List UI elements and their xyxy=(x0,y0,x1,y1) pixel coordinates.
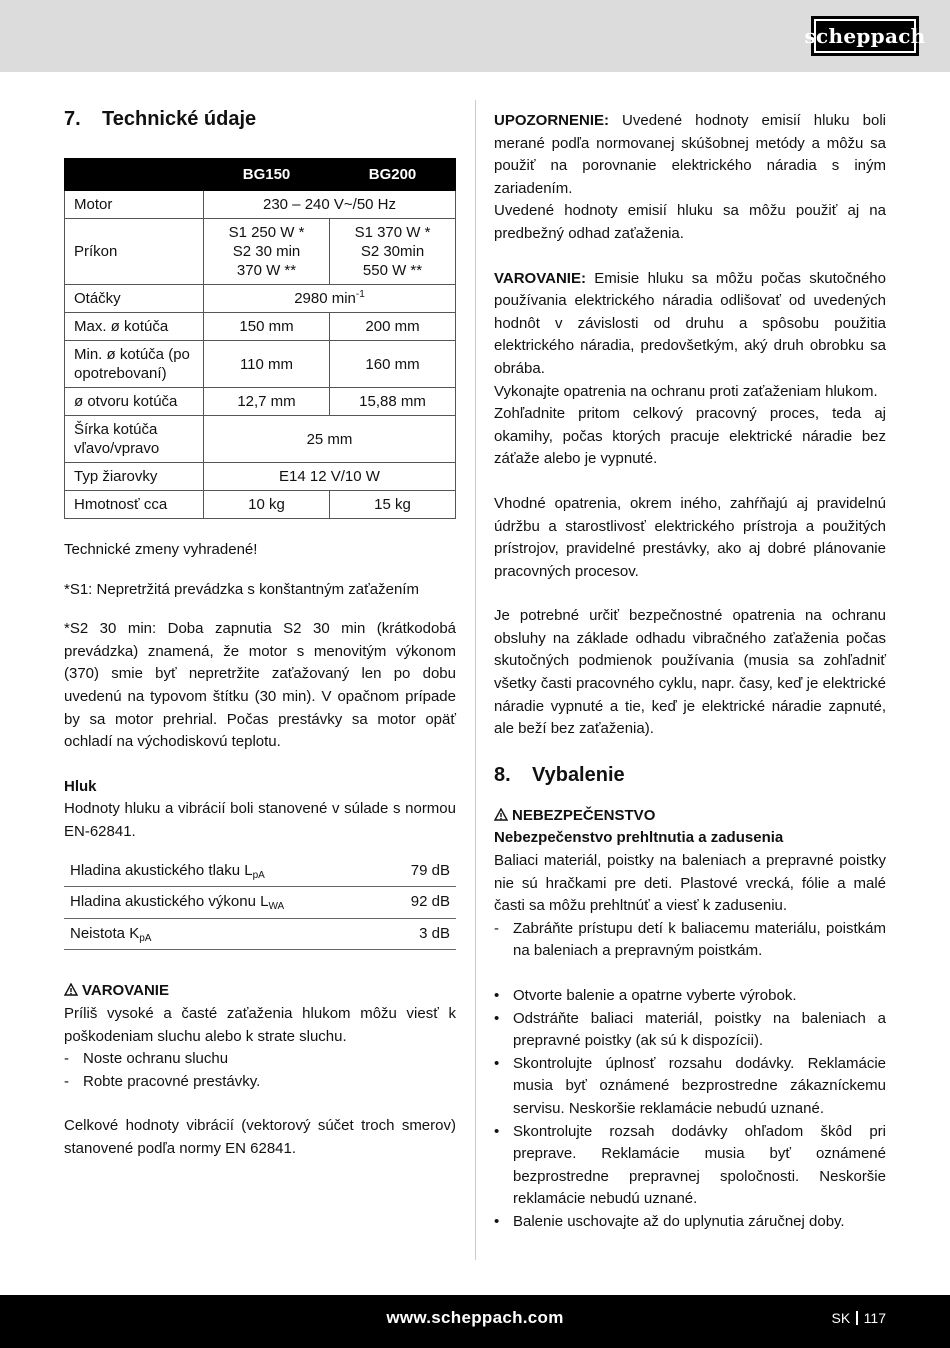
row-value-bg150: 150 mm xyxy=(204,313,330,341)
row-value-bg200: 15 kg xyxy=(330,491,456,519)
row-label: Príkon xyxy=(65,219,204,285)
section-number: 7. xyxy=(64,108,81,130)
danger-subtitle: Nebezpečenstvo prehltnutia a zadusenia xyxy=(494,829,784,847)
noise-value: 79 dB xyxy=(384,856,456,887)
technical-data-table xyxy=(64,158,456,519)
section-7-heading xyxy=(64,105,456,133)
noise-label xyxy=(64,856,384,887)
table-row xyxy=(65,191,456,219)
warn-paragraph-3: Zohľadnite pritom celkový pracovný proces, teda aj okamihy, počas ktorých pracuje elektrické náradie bez záťaže alebo je vypnuté. xyxy=(494,405,886,468)
unpack-list xyxy=(494,985,886,1234)
list-item: • Odstráňte baliaci materiál, poistky na baleniach a prepravné poistky (ak sú k dispozícii). xyxy=(494,1008,886,1053)
noise-heading: Hluk xyxy=(64,777,97,795)
separator xyxy=(856,1311,858,1325)
row-value xyxy=(204,285,456,313)
section-8-heading xyxy=(494,761,886,789)
noise-label xyxy=(64,887,384,919)
row-value-bg150: 12,7 mm xyxy=(204,388,330,416)
scheppach-logo: scheppach xyxy=(811,16,919,56)
table-row xyxy=(64,887,456,919)
row-value: E14 12 V/10 W xyxy=(204,463,456,491)
s1-note: *S1: Nepretržitá prevádzka s konštantným zaťažením xyxy=(64,580,419,598)
list-item: - Noste ochranu sluchu xyxy=(64,1048,456,1071)
measures-paragraph: Vhodné opatrenia, okrem iného, zahŕňajú aj pravidelnú údržbu a starostlivosť elektrického prístroja a použitých prístrojov, pravidelné prestávky, ako aj dobré plánovanie pracovných procesov. xyxy=(494,494,886,580)
table-row xyxy=(65,491,456,519)
row-value-bg200 xyxy=(330,219,456,285)
danger-title-text: NEBEZPEČENSTVO xyxy=(512,806,656,824)
table-row xyxy=(65,388,456,416)
row-value-bg200: 15,88 mm xyxy=(330,388,456,416)
superscript: -1 xyxy=(355,289,365,300)
safety-paragraph: Je potrebné určiť bezpečnostné opatrenia na ochranu obsluhy na základe odhadu vibračného zaťaženia počas skutočných podmienok používania (musia sa zohľadniť všetky časti pracovného cyklu, napr. časy, keď je elektrické náradie vypnuté a tie, keď je elektrické náradie zapnuté, ale beží bez zaťaženia). xyxy=(494,607,886,738)
list-item: - Zabráňte prístupu detí k baliacemu materiálu, poistkám na baleniach a prepravným poistkám. xyxy=(494,918,886,963)
row-label: Šírka kotúča vľavo/vpravo xyxy=(65,416,204,463)
row-value-bg150 xyxy=(204,219,330,285)
row-label: Hmotnosť cca xyxy=(65,491,204,519)
warning-text: Príliš vysoké a časté zaťaženia hlukom môžu viesť k poškodeniam sluchu alebo k strate sluchu. xyxy=(64,1004,456,1045)
label-text: Neistota K xyxy=(70,924,140,942)
danger-title xyxy=(494,805,886,828)
notice-text: Uvedené hodnoty emisií hluku boli merané podľa normovanej skúšobnej metódy a môžu sa použiť na porovnanie elektrického náradia s iným zariadením. xyxy=(494,112,886,197)
danger-list xyxy=(494,918,886,963)
table-header-row xyxy=(65,159,456,191)
list-item: - Robte pracovné prestávky. xyxy=(64,1071,456,1094)
table-row xyxy=(64,856,456,887)
list-item: • Skontrolujte rozsah dodávky ohľadom škôd pri preprave. Reklamácie musia byť oznámené bezprostredne prepravnej spoločnosti. Neskoršie reklamácie nebudú uznané. xyxy=(494,1121,886,1211)
warning-triangle-icon xyxy=(494,808,508,821)
notice-paragraph-2: Uvedené hodnoty emisií hluku sa môžu použiť aj na predbežný odhad zaťaženia. xyxy=(494,202,886,242)
vibration-text: Celkové hodnoty vibrácií (vektorový súčet troch smerov) stanovené podľa normy EN 62841. xyxy=(64,1117,456,1157)
column-divider xyxy=(475,100,476,1260)
language-code: SK xyxy=(831,1310,851,1326)
row-label: Typ žiarovky xyxy=(65,463,204,491)
col-bg200: BG200 xyxy=(330,159,456,191)
section-title: Technické údaje xyxy=(102,108,257,130)
header-bar xyxy=(0,0,950,72)
line: S1 370 W * xyxy=(354,224,431,241)
list-item: • Skontrolujte úplnosť rozsahu dodávky. Reklamácie musia byť oznámené bezprostredne zákazníckemu servisu. Neskoršie reklamácie nebudú uznané. xyxy=(494,1053,886,1121)
right-column xyxy=(494,110,886,1234)
line: S1 250 W * xyxy=(228,224,305,241)
line: 370 W ** xyxy=(236,262,297,279)
footer-bar xyxy=(0,1295,950,1348)
row-value: 230 – 240 V~/50 Hz xyxy=(204,191,456,219)
table-row xyxy=(65,219,456,285)
row-value: 25 mm xyxy=(204,416,456,463)
danger-text: Baliaci materiál, poistky na baleniach a prepravné poistky nie sú hračkami pre deti. Plastové vrecká, fólie a malé časti sa môžu prehltnúť a viesť k zaduseniu. xyxy=(494,852,886,915)
technical-changes-note: Technické zmeny vyhradené! xyxy=(64,541,258,558)
warning-list xyxy=(64,1048,456,1093)
warn-paragraph-2: Vykonajte opatrenia na ochranu proti zaťaženiam hlukom. xyxy=(494,382,878,400)
warn-text: Emisie hluku sa môžu počas skutočného používania elektrického náradia odlišovať od uvedených hodnôt v závislosti od druhu a spôsobu použitia elektrického náradia, predovšetkým, aký druh obrobku sa obrába. xyxy=(494,269,886,377)
noise-text: Hodnoty hluku a vibrácií boli stanovené v súlade s normou EN-62841. xyxy=(64,800,456,840)
label-text: Hladina akustického tlaku L xyxy=(70,861,253,879)
s2-note: *S2 30 min: Doba zapnutia S2 30 min (krátkodobá prevádzka) znamená, že motor s menovitým výkonom (370) smie byť nepretržite zaťažovaný len po dobu uvedenú na typovom štítku (30 min). V opačnom prípade by sa motor prehrial. Počas prestávky sa motor opäť ochladí na východiskovú teplotu. xyxy=(64,620,456,751)
page-number-value: 117 xyxy=(863,1310,886,1326)
warn-paragraph xyxy=(494,268,886,381)
warning-title xyxy=(64,980,456,1003)
table-row xyxy=(65,285,456,313)
subscript: pA xyxy=(252,869,265,881)
value-text: 2980 min xyxy=(294,290,356,307)
table-row xyxy=(64,918,456,950)
line: S2 30min xyxy=(360,243,425,260)
left-column xyxy=(64,105,456,1160)
table-row xyxy=(65,341,456,388)
row-label: Otáčky xyxy=(65,285,204,313)
section-number: 8. xyxy=(494,763,511,786)
warning-triangle-icon xyxy=(64,983,78,996)
noise-value: 3 dB xyxy=(384,918,456,950)
label-text: Hladina akustického výkonu L xyxy=(70,893,269,911)
noise-table xyxy=(64,856,456,951)
subscript: WA xyxy=(268,901,285,913)
table-row xyxy=(65,416,456,463)
col-bg150: BG150 xyxy=(204,159,330,191)
website-url: www.scheppach.com xyxy=(386,1308,564,1327)
row-value-bg150: 10 kg xyxy=(204,491,330,519)
row-value-bg200: 160 mm xyxy=(330,341,456,388)
notice-label: UPOZORNENIE: xyxy=(494,112,610,129)
table-row xyxy=(65,463,456,491)
table-row xyxy=(65,313,456,341)
row-value-bg150: 110 mm xyxy=(204,341,330,388)
notice-paragraph xyxy=(494,110,886,200)
row-label: Motor xyxy=(65,191,204,219)
warning-title-text: VAROVANIE xyxy=(82,982,169,1000)
list-item: • Balenie uschovajte až do uplynutia záručnej doby. xyxy=(494,1211,886,1234)
line: S2 30 min xyxy=(232,243,301,260)
section-title: Vybalenie xyxy=(532,763,625,786)
warn-label: VAROVANIE: xyxy=(494,269,586,287)
row-label: Min. ø kotúča (po opotrebovaní) xyxy=(65,341,204,388)
subscript: pA xyxy=(139,932,152,944)
list-item: • Otvorte balenie a opatrne vyberte výrobok. xyxy=(494,985,886,1008)
noise-value: 92 dB xyxy=(384,887,456,919)
row-label: Max. ø kotúča xyxy=(65,313,204,341)
page-number xyxy=(831,1310,886,1326)
row-value-bg200: 200 mm xyxy=(330,313,456,341)
line: 550 W ** xyxy=(362,262,423,279)
noise-label xyxy=(64,918,384,950)
row-label: ø otvoru kotúča xyxy=(65,388,204,416)
